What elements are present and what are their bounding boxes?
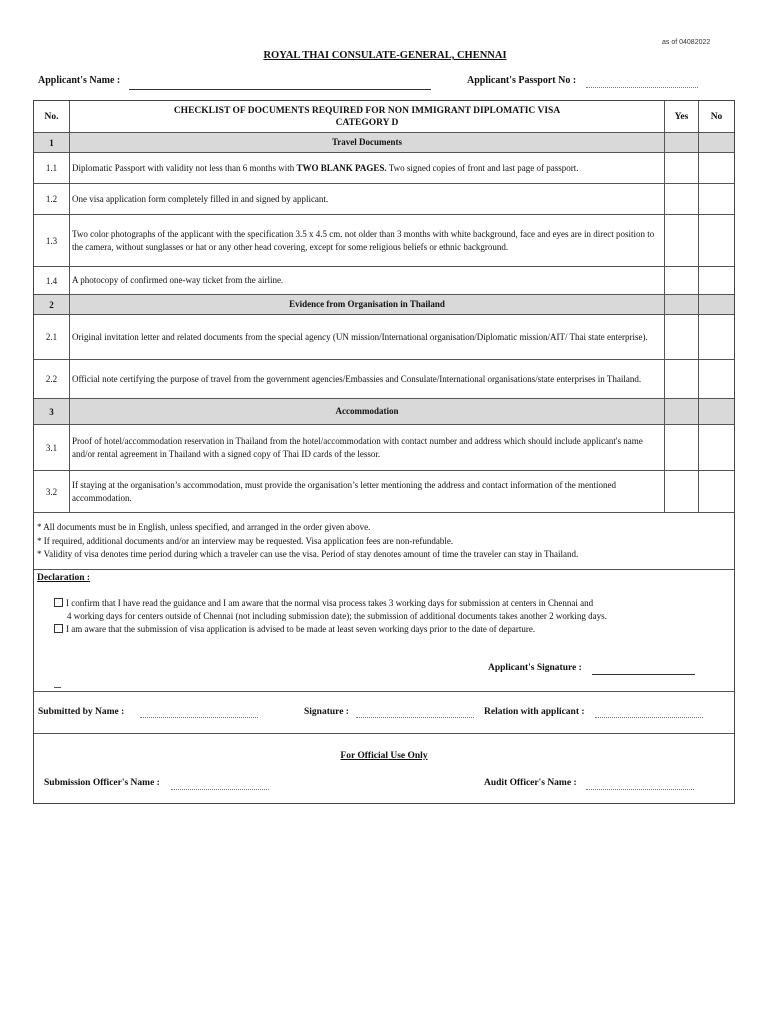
no-checkbox-cell[interactable] — [699, 184, 734, 214]
confirm-processing-checkbox[interactable] — [54, 598, 63, 607]
item-description: Original invitation letter and related documents from the special agency (UN mission/International organisation/Diplomatic mission/AIT/ Thai state enterprise). — [70, 315, 665, 359]
item-description: Official note certifying the purpose of travel from the government agencies/Embassies and Consulate/International organisations/state enterprises in Thailand. — [70, 360, 665, 398]
passport-number-label: Applicant's Passport No : — [467, 75, 577, 86]
table-row-2-2 — [34, 360, 734, 399]
applicant-signature-field[interactable] — [592, 674, 695, 675]
submitter-signature-field[interactable] — [356, 717, 474, 718]
applicant-name-field[interactable] — [129, 89, 431, 90]
item-description: A photocopy of confirmed one-way ticket from the airline. — [70, 267, 665, 294]
table-row-2-1 — [34, 315, 734, 360]
submission-officer-label: Submission Officer's Name : — [44, 778, 160, 788]
divider — [34, 569, 734, 570]
divider — [34, 691, 734, 692]
applicant-name-label: Applicant's Name : — [38, 75, 121, 86]
item-description — [70, 153, 665, 183]
item-number: 1.2 — [34, 184, 70, 214]
section-title: Accommodation — [70, 399, 665, 424]
submitter-signature-label: Signature : — [304, 707, 349, 717]
note-item: * All documents must be in English, unless specified, and arranged in the order given above. — [37, 522, 371, 532]
section-row-evidence — [34, 295, 734, 315]
passport-number-field[interactable] — [586, 87, 698, 88]
no-checkbox-cell[interactable] — [699, 360, 734, 398]
item-text-pre: Diplomatic Passport with validity not less than 6 months with — [72, 162, 297, 173]
section-row-travel-documents — [34, 133, 734, 153]
item-description: If staying at the organisation’s accommodation, must provide the organisation’s letter mentioning the address and contact information of the mentioned accommodation. — [70, 471, 665, 512]
section-title: Evidence from Organisation in Thailand — [70, 295, 665, 314]
declaration-item1-line2: 4 working days for centers outside of Chennai (not including submission date); the submission of additional documents takes another 2 working days. — [67, 611, 607, 621]
no-checkbox-cell[interactable] — [699, 215, 734, 266]
yes-cell — [665, 133, 699, 152]
no-checkbox-cell[interactable] — [699, 267, 734, 294]
version-date: as of 04082022 — [662, 39, 711, 46]
applicant-signature-label: Applicant's Signature : — [488, 663, 582, 673]
divider — [54, 687, 61, 688]
no-checkbox-cell[interactable] — [699, 471, 734, 512]
consulate-title: ROYAL THAI CONSULATE-GENERAL, CHENNAI — [263, 50, 507, 61]
official-use-title: For Official Use Only — [340, 751, 428, 761]
no-cell — [699, 295, 734, 314]
yes-checkbox-cell[interactable] — [665, 360, 699, 398]
relation-field[interactable] — [595, 717, 703, 718]
submission-officer-field[interactable] — [171, 789, 269, 790]
table-row-1-4 — [34, 267, 734, 295]
yes-checkbox-cell[interactable] — [665, 471, 699, 512]
checklist-title-line1: CHECKLIST OF DOCUMENTS REQUIRED FOR NON IMMIGRANT DIPLOMATIC VISA — [173, 105, 561, 116]
item-description: Proof of hotel/accommodation reservation in Thailand from the hotel/accommodation with contact number and address which should include applicant's name and/or rental agreement in Thailand with a signed copy of Thai ID cards of the lessor. — [70, 425, 665, 470]
col-header-number: No. — [34, 101, 70, 132]
declaration-label: Declaration : — [37, 573, 91, 583]
item-number: 3.2 — [34, 471, 70, 512]
col-header-checklist-title — [70, 101, 665, 132]
checklist-form — [33, 100, 735, 804]
table-row-3-2 — [34, 471, 734, 513]
no-checkbox-cell[interactable] — [699, 153, 734, 183]
yes-checkbox-cell[interactable] — [665, 153, 699, 183]
no-cell — [699, 399, 734, 424]
item-number: 2.1 — [34, 315, 70, 359]
submitted-by-label: Submitted by Name : — [38, 707, 125, 717]
no-checkbox-cell[interactable] — [699, 315, 734, 359]
item-number: 1.4 — [34, 267, 70, 294]
relation-label: Relation with applicant : — [484, 707, 585, 717]
item-description: Two color photographs of the applicant with the specification 3.5 x 4.5 cm. not older than 3 months with white background, face and eyes are in direct position to the camera, without sunglasses or hat or any other head covering, except for some religious beliefs or ethnic background. — [70, 215, 665, 266]
section-title: Travel Documents — [70, 133, 665, 152]
col-header-yes: Yes — [665, 101, 699, 132]
item-number: 1.3 — [34, 215, 70, 266]
yes-cell — [665, 399, 699, 424]
table-row-1-1 — [34, 153, 734, 184]
declaration-text — [54, 597, 714, 636]
declaration-item1-line1: I confirm that I have read the guidance and I am aware that the normal visa process takes 3 working days for submission at centers in Chennai and — [66, 598, 594, 608]
item-text-post: Two signed copies of front and last page of passport. — [386, 162, 579, 173]
section-row-accommodation — [34, 399, 734, 425]
item-description: One visa application form completely filled in and signed by applicant. — [70, 184, 665, 214]
item-number: 3.1 — [34, 425, 70, 470]
item-text-bold: TWO BLANK PAGES. — [296, 162, 387, 173]
no-cell — [699, 133, 734, 152]
notes-list — [37, 521, 578, 562]
table-row-1-3 — [34, 215, 734, 267]
audit-officer-label: Audit Officer's Name : — [484, 778, 577, 788]
section-number: 1 — [34, 133, 70, 152]
item-number: 1.1 — [34, 153, 70, 183]
divider — [34, 733, 734, 734]
no-checkbox-cell[interactable] — [699, 425, 734, 470]
yes-cell — [665, 295, 699, 314]
declaration-item2: I am aware that the submission of visa application is advised to be made at least seven working days prior to the date of departure. — [66, 624, 536, 634]
yes-checkbox-cell[interactable] — [665, 267, 699, 294]
note-item: * If required, additional documents and/or an interview may be requested. Visa application fees are non-refundable. — [37, 535, 454, 546]
audit-officer-field[interactable] — [586, 789, 694, 790]
table-row-3-1 — [34, 425, 734, 471]
item-number: 2.2 — [34, 360, 70, 398]
section-number: 3 — [34, 399, 70, 424]
confirm-submission-checkbox[interactable] — [54, 624, 63, 633]
yes-checkbox-cell[interactable] — [665, 184, 699, 214]
yes-checkbox-cell[interactable] — [665, 425, 699, 470]
table-row-1-2 — [34, 184, 734, 215]
checklist-title-line2: CATEGORY D — [335, 117, 399, 128]
yes-checkbox-cell[interactable] — [665, 215, 699, 266]
section-number: 2 — [34, 295, 70, 314]
submitted-by-field[interactable] — [140, 717, 258, 718]
note-item: * Validity of visa denotes time period during which a traveler can use the visa. Period of stay denotes amount of time the traveler can stay in Thailand. — [37, 549, 579, 559]
table-header-row — [34, 101, 734, 133]
col-header-no: No — [710, 111, 723, 122]
yes-checkbox-cell[interactable] — [665, 315, 699, 359]
